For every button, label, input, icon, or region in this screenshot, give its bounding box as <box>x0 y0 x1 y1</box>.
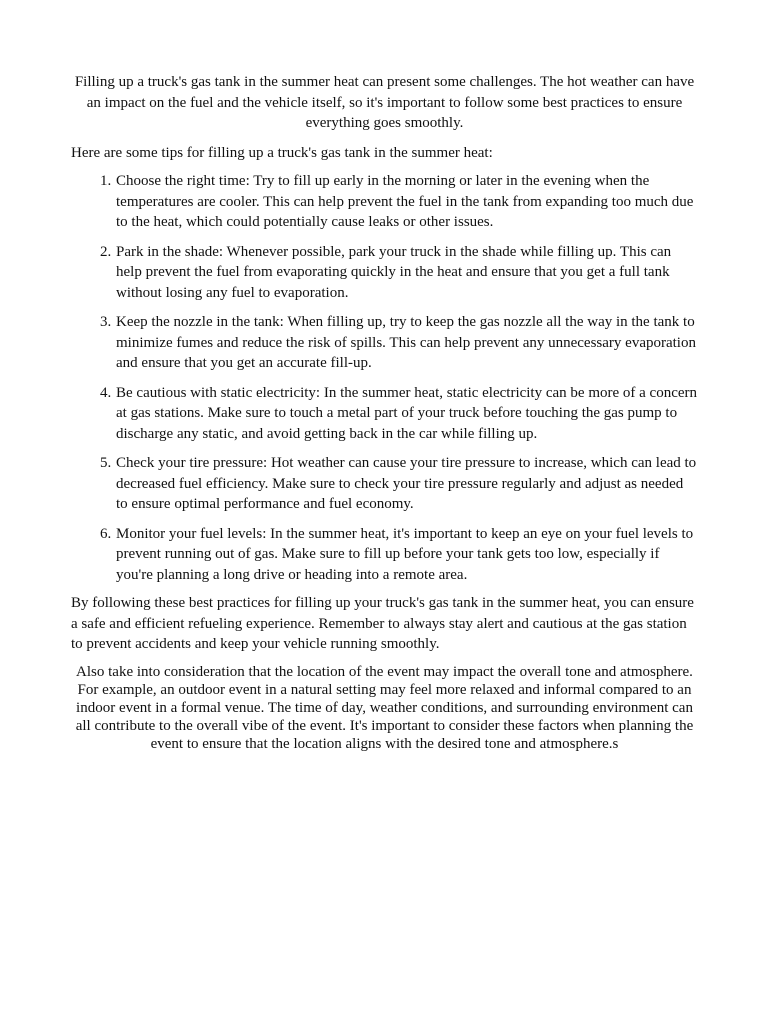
tips-list <box>71 171 698 585</box>
tip-item-2: 2. Park in the shade: Whenever possible, park your truck in the shade while filling up. This can help prevent the fuel from evaporating quickly in the heat and ensure that you get a full tank without losing any fuel to evaporation. <box>115 242 698 304</box>
document-page <box>71 72 698 753</box>
closing-paragraph: By following these best practices for filling up your truck's gas tank in the summer heat, you can ensure a safe and efficient refueling experience. Remember to always stay alert and cautious at the gas station to prevent accidents and keep your vehicle running smoothly. <box>71 595 694 652</box>
tips-lead-paragraph: Here are some tips for filling up a truck's gas tank in the summer heat: <box>71 144 493 161</box>
tip-item-5: 5. Check your tire pressure: Hot weather can cause your tire pressure to increase, which can lead to decreased fuel efficiency. Make sure to check your tire pressure regularly and adjust as needed to ensure optimal performance and fuel economy. <box>115 453 698 515</box>
tip-item-3: 3. Keep the nozzle in the tank: When filling up, try to keep the gas nozzle all the way in the tank to minimize fumes and reduce the risk of spills. This can help prevent any unnecessary evaporation and ensure that you get an accurate fill-up. <box>115 312 698 374</box>
tip-item-6: 6. Monitor your fuel levels: In the summer heat, it's important to keep an eye on your fuel levels to prevent running out of gas. Make sure to fill up before your tank gets too low, especially if you're planning a long drive or heading into a remote area. <box>115 524 698 586</box>
tip-item-1: 1. Choose the right time: Try to fill up early in the morning or later in the evening when the temperatures are cooler. This can help prevent the fuel in the tank from expanding too much due to the heat, which could potentially cause leaks or other issues. <box>115 171 698 233</box>
addendum-paragraph: Also take into consideration that the location of the event may impact the overall tone and atmosphere. For example, an outdoor event in a natural setting may feel more relaxed and informal compared to an indoor event in a formal venue. The time of day, weather conditions, and surrounding environment can all contribute to the overall vibe of the event. It's important to consider these factors when planning the event to ensure that the location aligns with the desired tone and atmosphere.s <box>75 663 694 752</box>
intro-paragraph: Filling up a truck's gas tank in the summer heat can present some challenges. The hot weather can have an impact on the fuel and the vehicle itself, so it's important to follow some best practices to ensure everything goes smoothly. <box>74 74 695 131</box>
tip-item-4: 4. Be cautious with static electricity: In the summer heat, static electricity can be more of a concern at gas stations. Make sure to touch a metal part of your truck before touching the gas pump to discharge any static, and avoid getting back in the car while filling up. <box>115 383 698 445</box>
